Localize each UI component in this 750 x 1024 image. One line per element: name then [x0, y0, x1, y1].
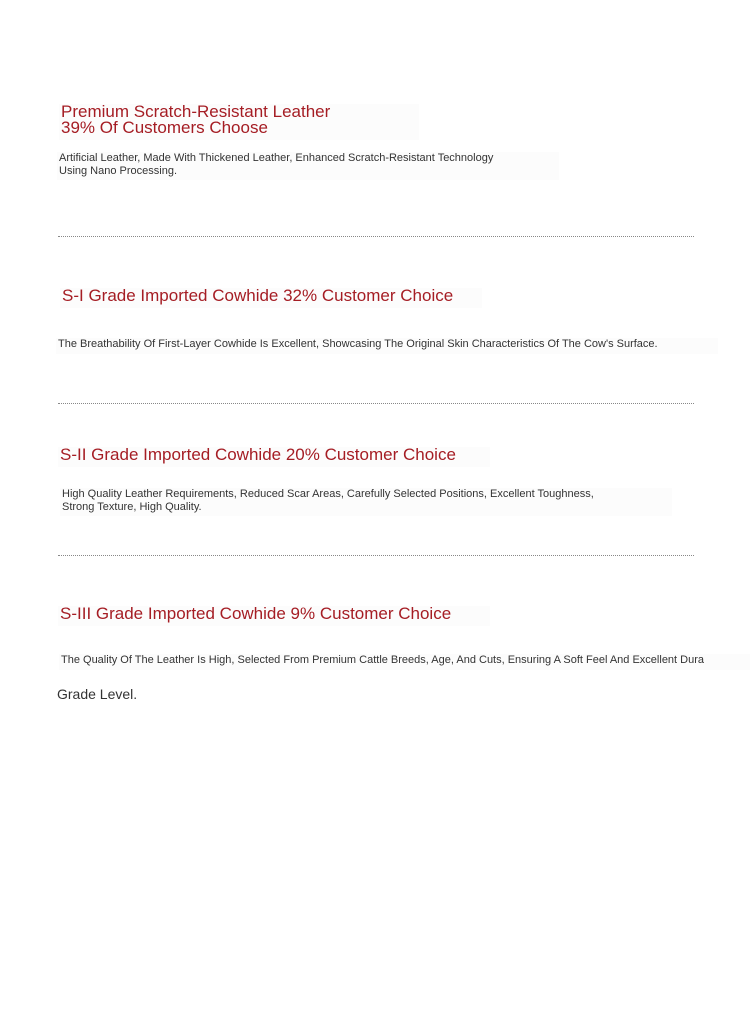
section-1-title: Premium Scratch-Resistant Leather 39% Of Customers Choose — [59, 104, 419, 140]
section-4-description: The Quality Of The Leather Is High, Selected From Premium Cattle Breeds, Age, And Cuts, Ensuring A Soft Feel And Excellent Dura — [59, 654, 750, 670]
section-2-description: The Breathability Of First-Layer Cowhide Is Excellent, Showcasing The Original Skin Characteristics Of The Cow's Surface. — [56, 338, 718, 354]
section-2-title: S-I Grade Imported Cowhide 32% Customer Choice — [60, 288, 482, 308]
section-1-description: Artificial Leather, Made With Thickened Leather, Enhanced Scratch-Resistant Technology Using Nano Processing. — [57, 152, 559, 180]
grade-level-note: Grade Level. — [57, 686, 138, 702]
section-3-description: High Quality Leather Requirements, Reduced Scar Areas, Carefully Selected Positions, Excellent Toughness, Strong Texture, High Quality. — [60, 488, 672, 516]
section-divider — [58, 555, 694, 556]
section-divider — [58, 236, 694, 237]
section-4-title: S-III Grade Imported Cowhide 9% Customer Choice — [58, 606, 490, 626]
section-3-title: S-II Grade Imported Cowhide 20% Customer Choice — [58, 447, 490, 467]
section-divider — [58, 403, 694, 404]
